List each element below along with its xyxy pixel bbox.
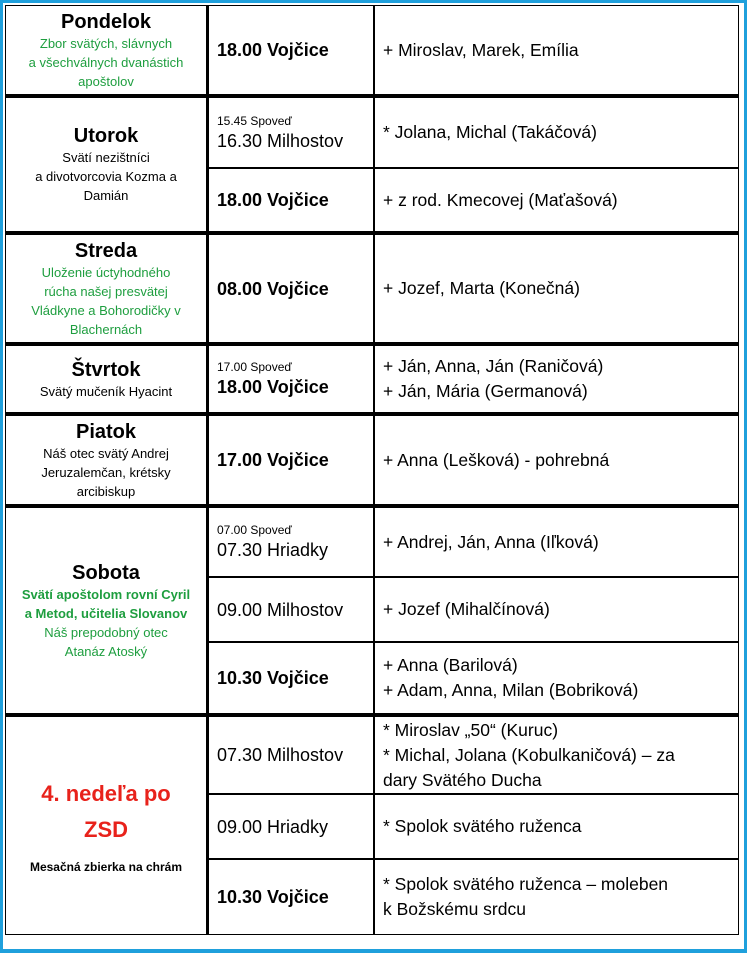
mass-time-cell (208, 343, 374, 413)
intention: + Ján, Anna, Ján (Raničová) (383, 356, 604, 376)
mass-time-cell (208, 577, 374, 642)
mass-time-cell (208, 95, 374, 168)
table-row (5, 343, 739, 413)
mass-time: 07.30 Hriadky (217, 540, 329, 560)
day-cell-sobota (5, 505, 208, 714)
liturgy-schedule-table (5, 5, 739, 935)
intention: * Spolok svätého ruženca – moleben (383, 874, 669, 894)
intentions-cell (374, 168, 739, 232)
mass-time: 17.00 Vojčice (217, 450, 329, 470)
mass-time-cell (208, 5, 374, 95)
mass-time: 09.00 Milhostov (217, 599, 344, 620)
mass-time-cell (208, 168, 374, 232)
intention: * Michal, Jolana (Kobulkaničová) – za (383, 744, 675, 765)
day-name: Utorok (73, 125, 139, 147)
confession-time: 15.45 Spoveď (217, 113, 292, 128)
intention: * Jolana, Michal (Takáčová) (383, 122, 597, 142)
intention: * Miroslav „50“ (Kuruc) (383, 719, 559, 740)
mass-time-cell (208, 505, 374, 577)
feast-text: Svätí nezištníci a divotvorcovia Kozma a Damián (35, 150, 177, 203)
collection-note: Mesačná zbierka na chrám (29, 859, 183, 874)
feast-text: Náš prepodobný otec Atanáz Atoský (44, 624, 168, 659)
mass-time-cell (208, 794, 374, 859)
intentions-cell (374, 505, 739, 577)
feast-text: Zbor svätých, slávnych a všechválnych dvanástich apoštolov (28, 35, 184, 89)
mass-time: 18.00 Vojčice (217, 377, 329, 397)
day-cell-utorok (5, 95, 208, 232)
day-name: Streda (74, 239, 138, 262)
day-name: Štvrtok (71, 358, 141, 381)
mass-time-cell (208, 232, 374, 343)
table-row (5, 232, 739, 343)
intention: + Miroslav, Marek, Emília (383, 39, 579, 60)
day-cell-pondelok (5, 5, 208, 95)
mass-time: 08.00 Vojčice (217, 278, 329, 299)
table-row (5, 413, 739, 505)
intention: + Anna (Barilová) (383, 655, 518, 675)
day-cell-streda (5, 232, 208, 343)
table-row (5, 95, 739, 168)
intentions-cell (374, 577, 739, 642)
confession-time: 17.00 Spoveď (217, 360, 292, 374)
intention: + Ján, Mária (Germanová) (383, 381, 588, 401)
intentions-cell (374, 343, 739, 413)
intentions-cell (374, 859, 739, 935)
mass-time-cell (208, 859, 374, 935)
intention: + Jozef (Mihalčínová) (383, 599, 550, 619)
mass-time: 09.00 Hriadky (217, 816, 329, 837)
mass-time: 18.00 Vojčice (217, 40, 329, 60)
day-cell-nedela (5, 714, 208, 935)
intention: dary Svätého Ducha (383, 769, 542, 790)
day-name: Sobota (72, 561, 140, 584)
table-row (5, 5, 739, 95)
feast-text-bold: Svätí apoštolom rovní Cyril a Metod, učitelia Slovanov (21, 586, 191, 621)
intentions-cell (374, 714, 739, 794)
intentions-cell (374, 642, 739, 714)
day-name: Pondelok (60, 10, 151, 33)
mass-time-cell (208, 413, 374, 505)
intentions-cell (374, 95, 739, 168)
intentions-cell (374, 5, 739, 95)
mass-time: 18.00 Vojčice (217, 190, 329, 210)
mass-time-cell (208, 714, 374, 794)
table-row (5, 714, 739, 794)
mass-time-cell (208, 642, 374, 714)
intention: + Jozef, Marta (Konečná) (383, 278, 580, 298)
mass-time: 10.30 Vojčice (217, 668, 329, 688)
intention: k Božskému srdcu (383, 899, 526, 919)
mass-time: 10.30 Vojčice (217, 887, 329, 907)
mass-time: 07.30 Milhostov (217, 745, 344, 765)
sunday-title: 4. nedeľa po ZSD (41, 780, 171, 842)
table-row (5, 505, 739, 577)
day-cell-piatok (5, 413, 208, 505)
feast-text: Náš otec svätý Andrej Jeruzalemčan, krétsky arcibiskup (41, 445, 171, 499)
day-cell-stvrtok (5, 343, 208, 413)
intention: * Spolok svätého ruženca (383, 816, 582, 836)
mass-time: 16.30 Milhostov (217, 130, 344, 151)
feast-text: Uloženie úctyhodného rúcha našej presvätej Vládkyne a Bohorodičky v Blachernách (31, 264, 181, 337)
feast-text: Svätý mučeník Hyacint (39, 383, 173, 399)
intentions-cell (374, 794, 739, 859)
intention: + Anna (Lešková) - pohrebná (383, 449, 610, 470)
intention: + Adam, Anna, Milan (Bobriková) (383, 680, 639, 700)
intention: + z rod. Kmecovej (Maťašová) (383, 189, 618, 210)
intentions-cell (374, 232, 739, 343)
intentions-cell (374, 413, 739, 505)
day-name: Piatok (75, 420, 137, 443)
confession-time: 07.00 Spoveď (217, 523, 292, 537)
intention: + Andrej, Ján, Anna (Iľková) (383, 531, 599, 552)
